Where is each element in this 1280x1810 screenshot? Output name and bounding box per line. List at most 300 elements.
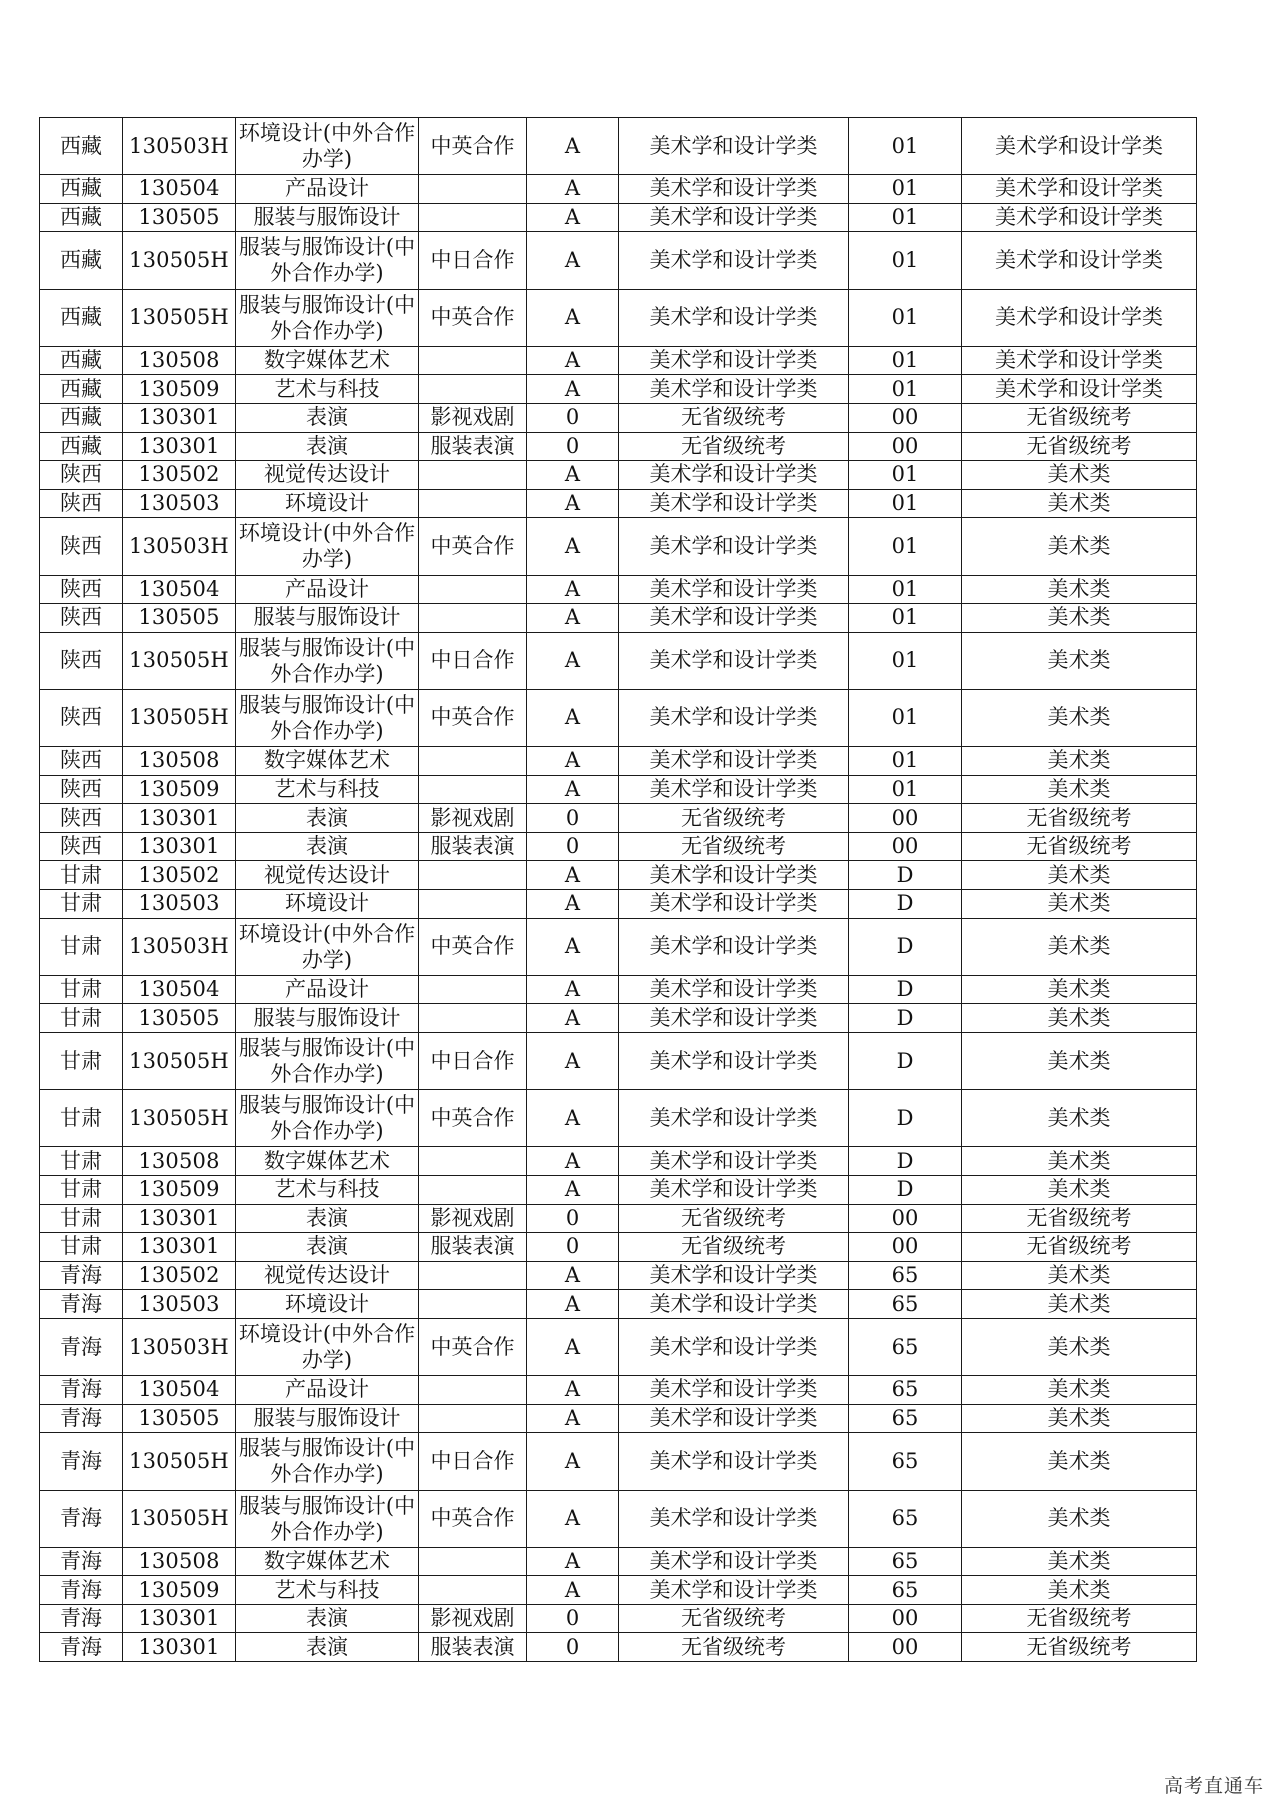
level-cell: A bbox=[527, 518, 619, 575]
exam-category-cell: 美术学和设计学类 bbox=[619, 1004, 849, 1033]
level-cell: 0 bbox=[527, 432, 619, 461]
major-cell: 服装与服饰设计(中外合作办学) bbox=[236, 632, 419, 689]
watermark: 高考直通车 bbox=[1163, 1775, 1264, 1797]
table-row bbox=[40, 1404, 1197, 1433]
province-cell: 甘肃 bbox=[40, 1147, 123, 1176]
major-cell: 表演 bbox=[236, 832, 419, 861]
major-cell: 数字媒体艺术 bbox=[236, 747, 419, 776]
batch-cell: 00 bbox=[849, 1633, 962, 1662]
exam-category-cell: 美术学和设计学类 bbox=[619, 918, 849, 975]
table-row bbox=[40, 1175, 1197, 1204]
level-cell: 0 bbox=[527, 804, 619, 833]
note-cell: 影视戏剧 bbox=[419, 804, 527, 833]
province-category-cell: 美术类 bbox=[962, 1547, 1197, 1576]
level-cell: A bbox=[527, 1261, 619, 1290]
exam-category-cell: 美术学和设计学类 bbox=[619, 232, 849, 289]
major-cell: 服装与服饰设计 bbox=[236, 1004, 419, 1033]
level-cell: A bbox=[527, 289, 619, 346]
province-category-cell: 美术类 bbox=[962, 575, 1197, 604]
code-cell: 130503H bbox=[123, 1318, 236, 1375]
note-cell bbox=[419, 1261, 527, 1290]
note-cell bbox=[419, 175, 527, 204]
level-cell: A bbox=[527, 918, 619, 975]
code-cell: 130505 bbox=[123, 1404, 236, 1433]
exam-category-cell: 美术学和设计学类 bbox=[619, 1376, 849, 1405]
table-row bbox=[40, 975, 1197, 1004]
batch-cell: 00 bbox=[849, 403, 962, 432]
province-category-cell: 美术学和设计学类 bbox=[962, 118, 1197, 175]
note-cell: 中英合作 bbox=[419, 1318, 527, 1375]
note-cell bbox=[419, 1404, 527, 1433]
major-cell: 环境设计 bbox=[236, 890, 419, 919]
exam-category-cell: 美术学和设计学类 bbox=[619, 1175, 849, 1204]
code-cell: 130505H bbox=[123, 1090, 236, 1147]
code-cell: 130509 bbox=[123, 775, 236, 804]
province-category-cell: 美术类 bbox=[962, 1433, 1197, 1490]
level-cell: A bbox=[527, 890, 619, 919]
batch-cell: 65 bbox=[849, 1290, 962, 1319]
batch-cell: 01 bbox=[849, 118, 962, 175]
exam-category-cell: 美术学和设计学类 bbox=[619, 1547, 849, 1576]
major-cell: 表演 bbox=[236, 432, 419, 461]
batch-cell: 01 bbox=[849, 775, 962, 804]
province-category-cell: 无省级统考 bbox=[962, 1204, 1197, 1233]
code-cell: 130509 bbox=[123, 375, 236, 404]
note-cell: 服装表演 bbox=[419, 1633, 527, 1662]
code-cell: 130503H bbox=[123, 518, 236, 575]
level-cell: A bbox=[527, 1576, 619, 1605]
major-cell: 服装与服饰设计(中外合作办学) bbox=[236, 1490, 419, 1547]
exam-category-cell: 美术学和设计学类 bbox=[619, 289, 849, 346]
major-cell: 服装与服饰设计(中外合作办学) bbox=[236, 1090, 419, 1147]
table-row bbox=[40, 1261, 1197, 1290]
level-cell: A bbox=[527, 1175, 619, 1204]
code-cell: 130505 bbox=[123, 203, 236, 232]
province-cell: 青海 bbox=[40, 1576, 123, 1605]
province-category-cell: 美术学和设计学类 bbox=[962, 232, 1197, 289]
level-cell: A bbox=[527, 1090, 619, 1147]
batch-cell: 01 bbox=[849, 747, 962, 776]
batch-cell: 00 bbox=[849, 432, 962, 461]
note-cell: 中英合作 bbox=[419, 118, 527, 175]
level-cell: A bbox=[527, 861, 619, 890]
exam-category-cell: 美术学和设计学类 bbox=[619, 175, 849, 204]
major-cell: 视觉传达设计 bbox=[236, 1261, 419, 1290]
major-cell: 服装与服饰设计(中外合作办学) bbox=[236, 689, 419, 746]
code-cell: 130508 bbox=[123, 747, 236, 776]
level-cell: A bbox=[527, 604, 619, 633]
exam-category-cell: 美术学和设计学类 bbox=[619, 1490, 849, 1547]
batch-cell: D bbox=[849, 1147, 962, 1176]
batch-cell: D bbox=[849, 861, 962, 890]
batch-cell: 65 bbox=[849, 1261, 962, 1290]
table-row bbox=[40, 175, 1197, 204]
note-cell bbox=[419, 747, 527, 776]
code-cell: 130504 bbox=[123, 575, 236, 604]
note-cell bbox=[419, 775, 527, 804]
exam-category-cell: 美术学和设计学类 bbox=[619, 861, 849, 890]
province-cell: 陕西 bbox=[40, 689, 123, 746]
province-cell: 甘肃 bbox=[40, 1204, 123, 1233]
province-cell: 西藏 bbox=[40, 346, 123, 375]
province-cell: 青海 bbox=[40, 1604, 123, 1633]
level-cell: 0 bbox=[527, 1604, 619, 1633]
province-cell: 青海 bbox=[40, 1404, 123, 1433]
province-category-cell: 美术类 bbox=[962, 1576, 1197, 1605]
province-cell: 西藏 bbox=[40, 403, 123, 432]
province-cell: 陕西 bbox=[40, 804, 123, 833]
province-category-cell: 美术类 bbox=[962, 1404, 1197, 1433]
province-category-cell: 美术类 bbox=[962, 1318, 1197, 1375]
province-cell: 甘肃 bbox=[40, 1033, 123, 1090]
province-category-cell: 美术类 bbox=[962, 461, 1197, 490]
table-row bbox=[40, 1090, 1197, 1147]
code-cell: 130504 bbox=[123, 975, 236, 1004]
level-cell: A bbox=[527, 1433, 619, 1490]
major-cell: 环境设计(中外合作办学) bbox=[236, 118, 419, 175]
exam-category-cell: 无省级统考 bbox=[619, 1604, 849, 1633]
exam-category-cell: 美术学和设计学类 bbox=[619, 1576, 849, 1605]
batch-cell: 65 bbox=[849, 1490, 962, 1547]
province-cell: 甘肃 bbox=[40, 861, 123, 890]
table-row bbox=[40, 918, 1197, 975]
table-row bbox=[40, 1576, 1197, 1605]
province-category-cell: 无省级统考 bbox=[962, 1604, 1197, 1633]
province-category-cell: 美术学和设计学类 bbox=[962, 375, 1197, 404]
level-cell: A bbox=[527, 1376, 619, 1405]
level-cell: 0 bbox=[527, 832, 619, 861]
batch-cell: 00 bbox=[849, 1233, 962, 1262]
code-cell: 130301 bbox=[123, 804, 236, 833]
batch-cell: D bbox=[849, 1175, 962, 1204]
level-cell: A bbox=[527, 1290, 619, 1319]
major-cell: 环境设计(中外合作办学) bbox=[236, 518, 419, 575]
table-row bbox=[40, 289, 1197, 346]
province-category-cell: 美术类 bbox=[962, 1004, 1197, 1033]
major-cell: 环境设计(中外合作办学) bbox=[236, 1318, 419, 1375]
table-row bbox=[40, 346, 1197, 375]
note-cell: 影视戏剧 bbox=[419, 1204, 527, 1233]
code-cell: 130505H bbox=[123, 289, 236, 346]
province-category-cell: 美术学和设计学类 bbox=[962, 289, 1197, 346]
major-cell: 环境设计 bbox=[236, 489, 419, 518]
batch-cell: 01 bbox=[849, 375, 962, 404]
code-cell: 130505H bbox=[123, 232, 236, 289]
code-cell: 130509 bbox=[123, 1175, 236, 1204]
table-row bbox=[40, 1318, 1197, 1375]
major-cell: 艺术与科技 bbox=[236, 375, 419, 404]
province-cell: 西藏 bbox=[40, 232, 123, 289]
batch-cell: D bbox=[849, 890, 962, 919]
province-cell: 甘肃 bbox=[40, 1090, 123, 1147]
code-cell: 130503 bbox=[123, 489, 236, 518]
level-cell: A bbox=[527, 489, 619, 518]
exam-category-cell: 美术学和设计学类 bbox=[619, 489, 849, 518]
code-cell: 130503H bbox=[123, 918, 236, 975]
note-cell bbox=[419, 489, 527, 518]
province-category-cell: 无省级统考 bbox=[962, 804, 1197, 833]
table-row bbox=[40, 1004, 1197, 1033]
note-cell bbox=[419, 575, 527, 604]
note-cell bbox=[419, 1004, 527, 1033]
table-row bbox=[40, 775, 1197, 804]
exam-category-cell: 美术学和设计学类 bbox=[619, 518, 849, 575]
province-category-cell: 美术类 bbox=[962, 1147, 1197, 1176]
major-cell: 服装与服饰设计(中外合作办学) bbox=[236, 1433, 419, 1490]
table-row bbox=[40, 1547, 1197, 1576]
note-cell bbox=[419, 604, 527, 633]
province-category-cell: 美术类 bbox=[962, 1290, 1197, 1319]
level-cell: A bbox=[527, 1404, 619, 1433]
level-cell: 0 bbox=[527, 1204, 619, 1233]
batch-cell: 01 bbox=[849, 232, 962, 289]
province-category-cell: 美术类 bbox=[962, 1090, 1197, 1147]
province-cell: 甘肃 bbox=[40, 918, 123, 975]
exam-category-cell: 美术学和设计学类 bbox=[619, 1318, 849, 1375]
level-cell: A bbox=[527, 575, 619, 604]
batch-cell: 01 bbox=[849, 289, 962, 346]
province-category-cell: 美术类 bbox=[962, 518, 1197, 575]
major-cell: 表演 bbox=[236, 403, 419, 432]
province-category-cell: 美术类 bbox=[962, 1376, 1197, 1405]
table-row bbox=[40, 1033, 1197, 1090]
province-category-cell: 美术类 bbox=[962, 1033, 1197, 1090]
exam-category-cell: 美术学和设计学类 bbox=[619, 632, 849, 689]
province-category-cell: 无省级统考 bbox=[962, 432, 1197, 461]
code-cell: 130505H bbox=[123, 1433, 236, 1490]
province-category-cell: 美术类 bbox=[962, 918, 1197, 975]
major-cell: 表演 bbox=[236, 804, 419, 833]
province-category-cell: 美术类 bbox=[962, 689, 1197, 746]
level-cell: A bbox=[527, 747, 619, 776]
province-cell: 青海 bbox=[40, 1318, 123, 1375]
province-category-cell: 美术类 bbox=[962, 975, 1197, 1004]
major-cell: 产品设计 bbox=[236, 175, 419, 204]
province-cell: 陕西 bbox=[40, 518, 123, 575]
batch-cell: 00 bbox=[849, 1604, 962, 1633]
table-row bbox=[40, 461, 1197, 490]
exam-category-cell: 无省级统考 bbox=[619, 1204, 849, 1233]
table-row bbox=[40, 1147, 1197, 1176]
batch-cell: 00 bbox=[849, 832, 962, 861]
admission-table bbox=[39, 117, 1197, 1662]
note-cell: 服装表演 bbox=[419, 1233, 527, 1262]
code-cell: 130301 bbox=[123, 1633, 236, 1662]
table-row bbox=[40, 1633, 1197, 1662]
province-category-cell: 美术类 bbox=[962, 1261, 1197, 1290]
code-cell: 130503H bbox=[123, 118, 236, 175]
batch-cell: 65 bbox=[849, 1404, 962, 1433]
note-cell: 服装表演 bbox=[419, 832, 527, 861]
code-cell: 130504 bbox=[123, 175, 236, 204]
province-cell: 西藏 bbox=[40, 375, 123, 404]
code-cell: 130301 bbox=[123, 403, 236, 432]
table-row bbox=[40, 403, 1197, 432]
province-category-cell: 无省级统考 bbox=[962, 403, 1197, 432]
province-category-cell: 美术类 bbox=[962, 747, 1197, 776]
exam-category-cell: 美术学和设计学类 bbox=[619, 604, 849, 633]
major-cell: 产品设计 bbox=[236, 575, 419, 604]
note-cell bbox=[419, 346, 527, 375]
batch-cell: 01 bbox=[849, 175, 962, 204]
table-row bbox=[40, 518, 1197, 575]
province-category-cell: 美术类 bbox=[962, 1490, 1197, 1547]
province-category-cell: 美术学和设计学类 bbox=[962, 203, 1197, 232]
batch-cell: D bbox=[849, 1033, 962, 1090]
note-cell: 中英合作 bbox=[419, 1090, 527, 1147]
code-cell: 130301 bbox=[123, 1233, 236, 1262]
level-cell: A bbox=[527, 1147, 619, 1176]
table-row bbox=[40, 1490, 1197, 1547]
province-cell: 陕西 bbox=[40, 775, 123, 804]
note-cell bbox=[419, 975, 527, 1004]
province-cell: 甘肃 bbox=[40, 1004, 123, 1033]
batch-cell: D bbox=[849, 918, 962, 975]
batch-cell: 01 bbox=[849, 689, 962, 746]
note-cell bbox=[419, 1576, 527, 1605]
table-row bbox=[40, 890, 1197, 919]
province-cell: 甘肃 bbox=[40, 975, 123, 1004]
table-row bbox=[40, 747, 1197, 776]
exam-category-cell: 美术学和设计学类 bbox=[619, 118, 849, 175]
major-cell: 环境设计(中外合作办学) bbox=[236, 918, 419, 975]
table-row bbox=[40, 832, 1197, 861]
batch-cell: 65 bbox=[849, 1433, 962, 1490]
major-cell: 视觉传达设计 bbox=[236, 861, 419, 890]
code-cell: 130508 bbox=[123, 1147, 236, 1176]
level-cell: 0 bbox=[527, 403, 619, 432]
level-cell: A bbox=[527, 375, 619, 404]
exam-category-cell: 美术学和设计学类 bbox=[619, 461, 849, 490]
level-cell: A bbox=[527, 175, 619, 204]
table-row bbox=[40, 1433, 1197, 1490]
province-cell: 西藏 bbox=[40, 203, 123, 232]
province-cell: 青海 bbox=[40, 1433, 123, 1490]
code-cell: 130301 bbox=[123, 1604, 236, 1633]
batch-cell: 01 bbox=[849, 518, 962, 575]
table-row bbox=[40, 632, 1197, 689]
exam-category-cell: 无省级统考 bbox=[619, 432, 849, 461]
major-cell: 艺术与科技 bbox=[236, 1175, 419, 1204]
exam-category-cell: 美术学和设计学类 bbox=[619, 689, 849, 746]
code-cell: 130301 bbox=[123, 832, 236, 861]
exam-category-cell: 美术学和设计学类 bbox=[619, 1404, 849, 1433]
major-cell: 环境设计 bbox=[236, 1290, 419, 1319]
level-cell: A bbox=[527, 689, 619, 746]
table-row bbox=[40, 432, 1197, 461]
note-cell: 服装表演 bbox=[419, 432, 527, 461]
exam-category-cell: 美术学和设计学类 bbox=[619, 203, 849, 232]
note-cell: 中英合作 bbox=[419, 518, 527, 575]
province-cell: 甘肃 bbox=[40, 1233, 123, 1262]
note-cell bbox=[419, 375, 527, 404]
exam-category-cell: 美术学和设计学类 bbox=[619, 1290, 849, 1319]
exam-category-cell: 无省级统考 bbox=[619, 403, 849, 432]
province-cell: 陕西 bbox=[40, 489, 123, 518]
note-cell: 中日合作 bbox=[419, 1033, 527, 1090]
level-cell: A bbox=[527, 975, 619, 1004]
code-cell: 130502 bbox=[123, 461, 236, 490]
level-cell: A bbox=[527, 1547, 619, 1576]
exam-category-cell: 美术学和设计学类 bbox=[619, 1261, 849, 1290]
exam-category-cell: 无省级统考 bbox=[619, 804, 849, 833]
major-cell: 表演 bbox=[236, 1633, 419, 1662]
code-cell: 130505H bbox=[123, 632, 236, 689]
code-cell: 130505 bbox=[123, 604, 236, 633]
note-cell: 影视戏剧 bbox=[419, 403, 527, 432]
code-cell: 130503 bbox=[123, 890, 236, 919]
table-row bbox=[40, 489, 1197, 518]
code-cell: 130505 bbox=[123, 1004, 236, 1033]
table-row bbox=[40, 1376, 1197, 1405]
province-cell: 甘肃 bbox=[40, 1175, 123, 1204]
level-cell: 0 bbox=[527, 1233, 619, 1262]
exam-category-cell: 美术学和设计学类 bbox=[619, 1433, 849, 1490]
major-cell: 服装与服饰设计(中外合作办学) bbox=[236, 232, 419, 289]
table-row bbox=[40, 575, 1197, 604]
exam-category-cell: 美术学和设计学类 bbox=[619, 890, 849, 919]
province-cell: 陕西 bbox=[40, 575, 123, 604]
batch-cell: D bbox=[849, 975, 962, 1004]
batch-cell: 01 bbox=[849, 346, 962, 375]
level-cell: A bbox=[527, 632, 619, 689]
exam-category-cell: 无省级统考 bbox=[619, 1633, 849, 1662]
table-row bbox=[40, 1204, 1197, 1233]
major-cell: 数字媒体艺术 bbox=[236, 346, 419, 375]
note-cell bbox=[419, 461, 527, 490]
note-cell bbox=[419, 1547, 527, 1576]
major-cell: 服装与服饰设计(中外合作办学) bbox=[236, 1033, 419, 1090]
province-category-cell: 美术类 bbox=[962, 489, 1197, 518]
code-cell: 130301 bbox=[123, 432, 236, 461]
batch-cell: 01 bbox=[849, 461, 962, 490]
major-cell: 产品设计 bbox=[236, 1376, 419, 1405]
province-category-cell: 美术类 bbox=[962, 1175, 1197, 1204]
note-cell: 中英合作 bbox=[419, 289, 527, 346]
level-cell: A bbox=[527, 346, 619, 375]
exam-category-cell: 无省级统考 bbox=[619, 1233, 849, 1262]
exam-category-cell: 美术学和设计学类 bbox=[619, 1090, 849, 1147]
batch-cell: 65 bbox=[849, 1547, 962, 1576]
province-cell: 青海 bbox=[40, 1261, 123, 1290]
batch-cell: 00 bbox=[849, 804, 962, 833]
level-cell: A bbox=[527, 118, 619, 175]
note-cell: 影视戏剧 bbox=[419, 1604, 527, 1633]
level-cell: A bbox=[527, 1318, 619, 1375]
code-cell: 130509 bbox=[123, 1576, 236, 1605]
level-cell: 0 bbox=[527, 1633, 619, 1662]
level-cell: A bbox=[527, 775, 619, 804]
note-cell: 中英合作 bbox=[419, 689, 527, 746]
level-cell: A bbox=[527, 1490, 619, 1547]
batch-cell: 65 bbox=[849, 1318, 962, 1375]
batch-cell: 01 bbox=[849, 632, 962, 689]
note-cell bbox=[419, 890, 527, 919]
exam-category-cell: 美术学和设计学类 bbox=[619, 575, 849, 604]
exam-category-cell: 无省级统考 bbox=[619, 832, 849, 861]
province-cell: 甘肃 bbox=[40, 890, 123, 919]
major-cell: 表演 bbox=[236, 1204, 419, 1233]
province-cell: 西藏 bbox=[40, 432, 123, 461]
note-cell: 中英合作 bbox=[419, 918, 527, 975]
exam-category-cell: 美术学和设计学类 bbox=[619, 375, 849, 404]
province-category-cell: 美术学和设计学类 bbox=[962, 175, 1197, 204]
code-cell: 130502 bbox=[123, 861, 236, 890]
province-category-cell: 美术类 bbox=[962, 604, 1197, 633]
province-cell: 西藏 bbox=[40, 175, 123, 204]
province-cell: 陕西 bbox=[40, 747, 123, 776]
province-category-cell: 美术类 bbox=[962, 890, 1197, 919]
